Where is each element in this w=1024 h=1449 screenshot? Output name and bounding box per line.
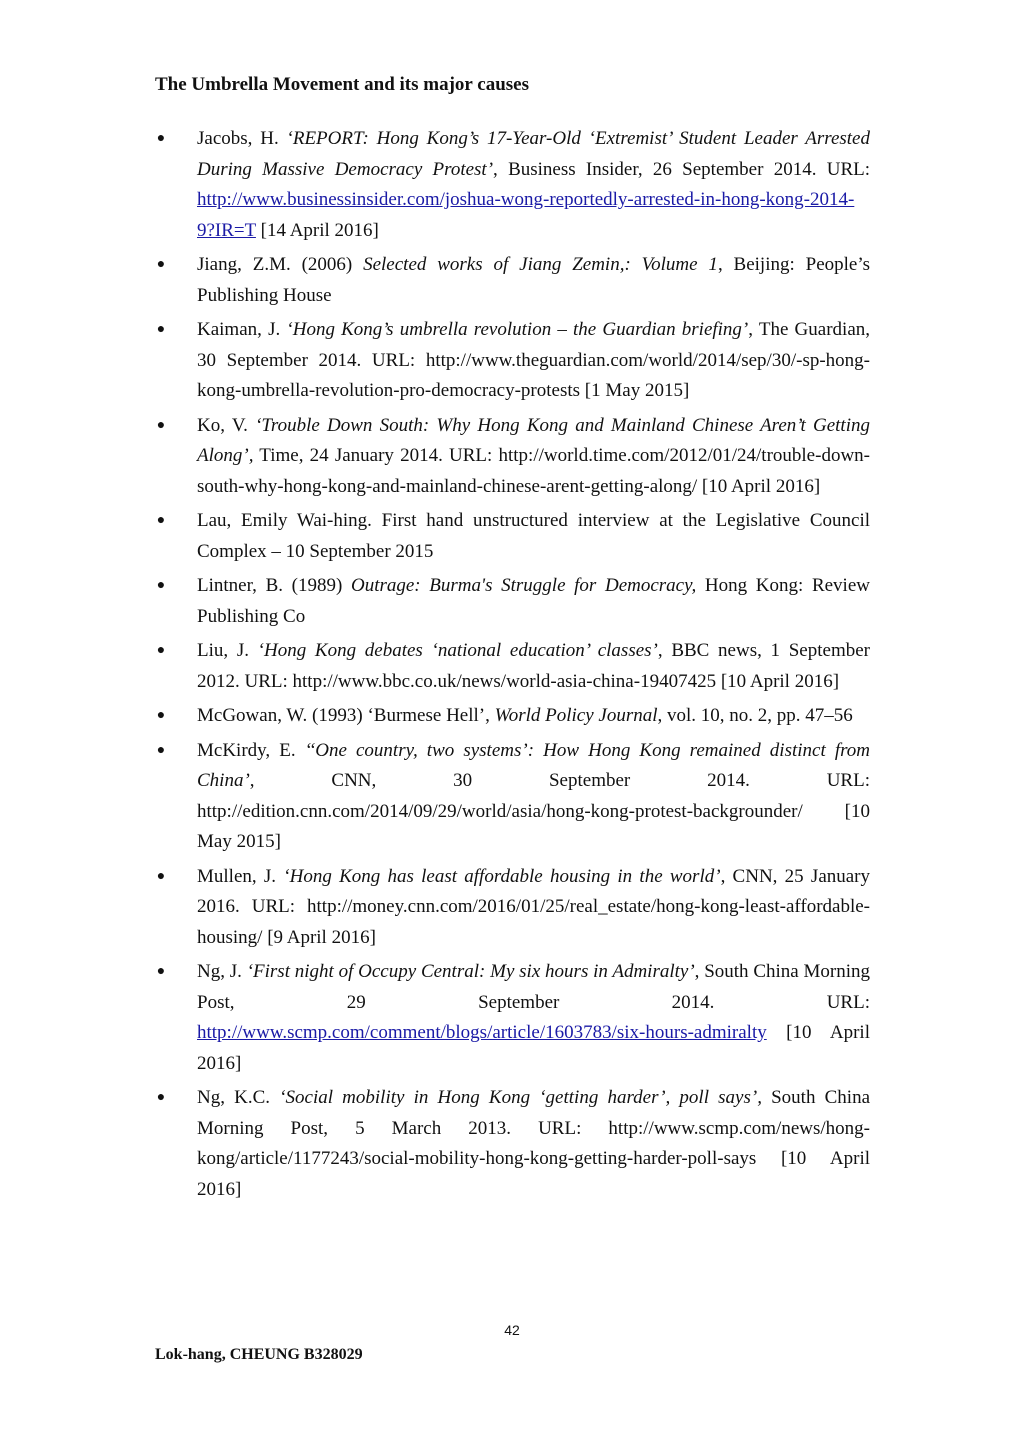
reference-item	[155, 636, 870, 697]
reference-text: McGowan, W. (1993) ‘Burmese Hell’,	[197, 705, 495, 726]
reference-item	[155, 250, 870, 311]
reference-item	[155, 124, 870, 246]
reference-item	[155, 736, 870, 858]
reference-item	[155, 506, 870, 567]
bullet-icon: ●	[156, 708, 166, 723]
reference-text: , South China Morning Post, 29 September 2014. URL:	[197, 961, 870, 1013]
reference-title: ‘REPORT: Hong Kong’s 17-Year-Old ‘Extremist’ Student Leader Arrested During Massive Democracy Protest’	[197, 128, 870, 180]
bullet-icon: ●	[156, 1090, 166, 1105]
reference-title: ‘Hong Kong has least affordable housing in the world’	[283, 865, 721, 887]
reference-title: World Policy Journal	[494, 705, 658, 726]
reference-text: [10 April 2016]	[197, 1022, 870, 1074]
reference-text: , vol. 10, no. 2, pp. 47–56	[657, 705, 853, 726]
bullet-icon: ●	[156, 643, 166, 658]
reference-title: ‘Trouble Down South: Why Hong Kong and Mainland Chinese Aren’t Getting Along’,	[197, 414, 870, 466]
reference-item	[155, 315, 870, 407]
reference-text: , Business Insider, 26 September 2014. URL:	[493, 158, 870, 180]
reference-title: ‘Hong Kong debates ‘national education’ classes’	[257, 640, 658, 661]
bullet-icon: ●	[156, 417, 166, 433]
reference-text: Kaiman, J.	[197, 319, 287, 340]
bullet-icon: ●	[156, 578, 166, 593]
reference-text: South China Morning Post, 5 March 2013. URL: http://www.scmp.com/news/hong-kong/article/1177243/social-mobility-hong-kong-getting-harder-poll-says [10 April 2016]	[197, 1087, 870, 1200]
page-number: 42	[504, 1322, 520, 1338]
bullet-icon: ●	[156, 964, 166, 979]
reference-item	[155, 701, 870, 732]
reference-list	[155, 124, 870, 1209]
bullet-icon: ●	[156, 131, 166, 146]
bullet-icon: ●	[156, 742, 166, 758]
reference-title: ‘Hong Kong’s umbrella revolution – the Guardian briefing’	[286, 319, 749, 340]
reference-item	[155, 411, 870, 503]
reference-text: Ko, V.	[197, 414, 256, 436]
reference-text: Jacobs, H.	[197, 128, 287, 149]
bullet-icon: ●	[156, 868, 166, 884]
reference-text: Lau, Emily Wai-hing. First hand unstructured interview at the Legislative Council Complex – 10 September 2015	[197, 510, 870, 562]
reference-text: Lintner, B. (1989)	[197, 575, 351, 596]
reference-title: Selected works of Jiang Zemin,: Volume 1	[363, 254, 718, 275]
reference-text: , The Guardian, 30 September 2014. URL: http://www.theguardian.com/world/2014/sep/30/-sp-hong-kong-umbrella-revolution-pro-democracy-protests [1 May 2015]	[197, 319, 870, 401]
bullet-icon: ●	[156, 322, 166, 337]
reference-text: , Beijing: People’s Publishing House	[197, 254, 871, 306]
bullet-icon: ●	[156, 257, 166, 272]
reference-text: Mullen, J.	[197, 865, 284, 887]
reference-text: [14 April 2016]	[255, 219, 379, 241]
footer-author: Lok-hang, CHEUNG B328029	[155, 1346, 363, 1363]
reference-text: Time, 24 January 2014. URL: http://world.time.com/2012/01/24/trouble-down-south-why-hong-kong-and-mainland-chinese-arent-getting-along/ [10 April 2016]	[197, 445, 870, 497]
reference-text: Liu, J.	[197, 640, 258, 661]
reference-text: Jiang, Z.M. (2006)	[197, 254, 364, 275]
reference-title: ‘First night of Occupy Central: My six hours in Admiralty’	[246, 961, 695, 982]
reference-item	[155, 1083, 870, 1205]
reference-text: McKirdy, E.	[197, 739, 305, 761]
reference-text: , BBC news, 1 September 2012. URL: http://www.bbc.co.uk/news/world-asia-china-19407425 [10 April 2016]	[197, 640, 870, 692]
reference-text: Ng, J.	[197, 961, 247, 982]
reference-item	[155, 571, 870, 632]
reference-text: , CNN, 30 September 2014. URL: http://edition.cnn.com/2014/09/29/world/asia/hong-kong-protest-backgrounder/ [10 May 2015]	[197, 770, 870, 852]
reference-title: ‘‘One country, two systems’: How Hong Kong remained distinct from China’	[197, 739, 871, 791]
section-heading: The Umbrella Movement and its major causes	[155, 74, 529, 95]
reference-text: , CNN, 25 January 2016. URL: http://money.cnn.com/2016/01/25/real_estate/hong-kong-least-affordable-housing/ [9 April 2016]	[197, 865, 871, 948]
reference-title: Outrage: Burma's Struggle for Democracy,	[350, 575, 697, 596]
reference-link[interactable]: http://www.businessinsider.com/joshua-wong-reportedly-arrested-in-hong-kong-2014-9?IR=T	[197, 189, 855, 241]
reference-text: Ng, K.C.	[197, 1087, 280, 1108]
bullet-icon: ●	[156, 513, 166, 528]
reference-item	[155, 957, 870, 1079]
reference-item	[155, 862, 870, 954]
reference-link[interactable]: http://www.scmp.com/comment/blogs/article/1603783/six-hours-admiralty	[197, 1022, 767, 1043]
reference-title: ‘Social mobility in Hong Kong ‘getting harder’, poll says’,	[279, 1087, 762, 1108]
reference-text: Hong Kong: Review Publishing Co	[197, 575, 870, 627]
